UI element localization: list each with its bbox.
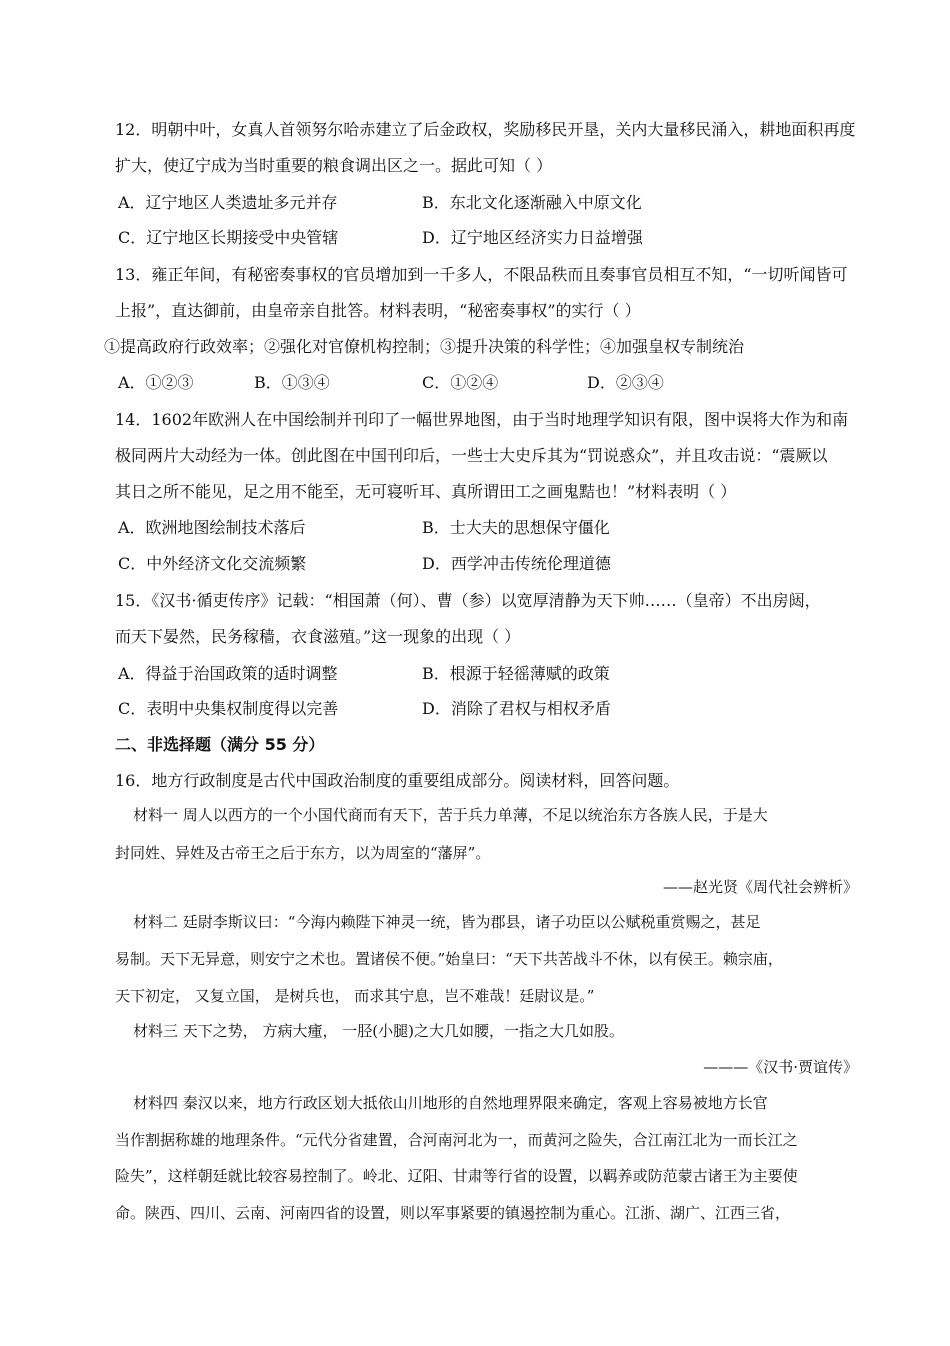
q14-stem-line3: 其日之所不能见，足之用不能至，无可寝听耳、真所谓田工之画鬼黠也！”材料表明（ ） (115, 482, 737, 501)
q15-stem-line2: 而天下晏然，民务稼穑，衣食滋殖。”这一现象的出现（ ） (115, 627, 521, 646)
material4-line3: 险失”，这样朝廷就比较容易控制了。岭北、辽阳、甘肃等行省的设置，以羁养或防范蒙古诸王为主要使 (115, 1167, 798, 1185)
q14-stem-line2: 极同两片大动经为一体。创此图在中国刊印后，一些士大史斥其为“罚说惑众”，并且攻击说：“震厥以 (115, 446, 828, 465)
material2-line3: 天下初定， 又复立国， 是树兵也， 而求其宁息，岂不难哉！廷尉议是。” (115, 987, 595, 1005)
q13-option-c: C．①②④ (422, 373, 499, 392)
q12-option-d: D．辽宁地区经济实力日益增强 (422, 228, 643, 247)
q12-option-b: B．东北文化逐渐融入中原文化 (422, 193, 642, 212)
material1-line1: 材料一 周人以西方的一个小国代商而有天下，苦于兵力单薄，不足以统治东方各族人民，于是大 (133, 806, 768, 824)
q13-stem-line2: 上报”，直达御前，由皇帝亲自批答。材料表明，“秘密奏事权”的实行（ ） (115, 301, 641, 320)
q14-option-d: D．西学冲击传统伦理道德 (422, 554, 611, 573)
material4-line4: 命。陕西、四川、云南、河南四省的设置，则以军事紧要的镇遏控制为重心。江浙、湖广、江西三省， (115, 1204, 791, 1222)
material2-line2: 易制。天下无异意，则安宁之术也。置诸侯不便。”始皇曰：“天下共苦战斗不休，以有侯王。赖宗庙， (115, 950, 783, 968)
material4-line2: 当作割据称雄的地理条件。“元代分省建置，合河南河北为一，而黄河之险失，合江南江北为一而长江之 (115, 1131, 798, 1149)
q13-option-a: A．①②③ (118, 373, 194, 392)
q12-option-a: A．辽宁地区人类遗址多元并存 (118, 193, 338, 212)
material3-line1: 材料三 天下之势， 方病大瘇， 一胫(小腿)之大几如腰，一指之大几如股。 (133, 1022, 625, 1040)
material4-line1: 材料四 秦汉以来，地方行政区划大抵依山川地形的自然地理界限来确定，客观上容易被地方长官 (133, 1094, 768, 1112)
q15-option-b: B．根源于轻徭薄赋的政策 (422, 664, 610, 683)
q15-option-c: C．表明中央集权制度得以完善 (118, 699, 339, 718)
q16-intro: 16．地方行政制度是古代中国政治制度的重要组成部分。阅读材料，回答问题。 (115, 771, 680, 790)
q12-stem-line2: 扩大，使辽宁成为当时重要的粮食调出区之一。据此可知（ ） (115, 156, 553, 175)
q15-option-d: D．消除了君权与相权矛盾 (422, 699, 611, 718)
q14-stem-line1: 14．1602年欧洲人在中国绘制并刊印了一幅世界地图，由于当时地理学知识有限，图中误将大作为和南 (115, 410, 849, 429)
q13-stem-line1: 13．雍正年间，有秘密奏事权的官员增加到一千多人，不限品秩而且奏事官员相互不知，“一切听闻皆可 (115, 265, 848, 284)
q14-option-b: B．士大夫的思想保守僵化 (422, 518, 610, 537)
q13-option-d: D．②③④ (587, 373, 664, 392)
material2-line1: 材料二 廷尉李斯议曰：“今海内赖陛下神灵一统，皆为郡县，诸子功臣以公赋税重赏赐之，甚足 (133, 913, 761, 931)
q14-option-a: A．欧洲地图绘制技术落后 (118, 518, 306, 537)
q12-option-c: C．辽宁地区长期接受中央管辖 (118, 228, 339, 247)
q15-option-a: A．得益于治国政策的适时调整 (118, 664, 338, 683)
material3-source: ———《汉书·贾谊传》 (703, 1058, 858, 1076)
material1-source: ——赵光贤《周代社会辨析》 (662, 878, 858, 896)
section-heading: 二、非选择题（满分 55 分） (115, 735, 325, 754)
q12-stem-line1: 12．明朝中叶，女真人首领努尔哈赤建立了后金政权，奖励移民开垦，关内大量移民涌入，耕地面积再度 (115, 120, 856, 139)
material1-line2: 封同姓、异姓及古帝王之后于东方，以为周室的“藩屏”。 (115, 844, 491, 862)
q13-option-b: B．①③④ (254, 373, 330, 392)
q14-option-c: C．中外经济文化交流频繁 (118, 554, 307, 573)
q13-statements: ①提高政府行政效率；②强化对官僚机构控制；③提升决策的科学性；④加强皇权专制统治 (104, 337, 745, 356)
q15-stem-line1: 15．《汉书·循吏传序》记载：“相国萧（何）、曹（参）以宽厚清静为天下帅……（皇帝）不出房闼， (115, 591, 821, 610)
